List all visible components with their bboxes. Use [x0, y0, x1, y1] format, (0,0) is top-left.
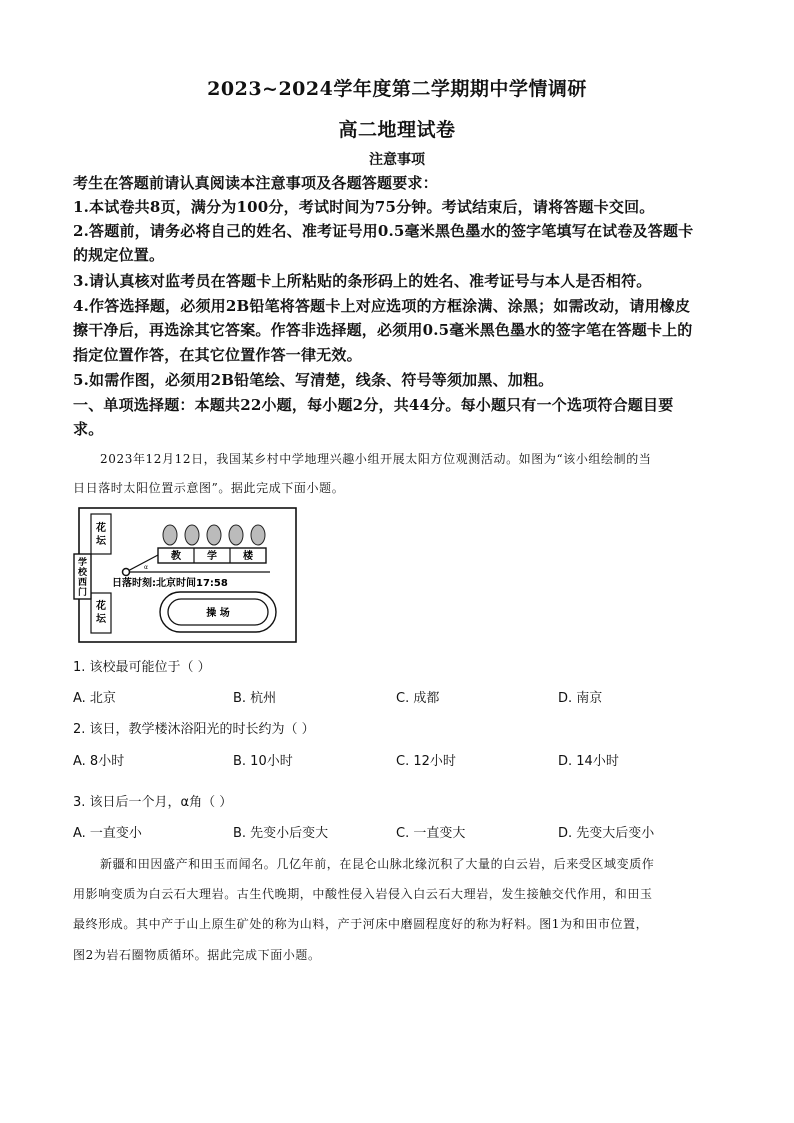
sun-ray	[126, 555, 158, 572]
section-heading: 一、单项选择题：本题共22小题，每小题2分，共44分。每小题只有一个选项符合题目要	[73, 396, 674, 414]
option-d[interactable]: D. 14小时	[558, 754, 619, 769]
notice-title: 注意事项	[369, 152, 425, 168]
building-char: 教	[171, 551, 181, 562]
option-d[interactable]: D. 先变大后变小	[558, 826, 655, 841]
instruction-line: 2.答题前，请务必将自己的姓名、准考证号用0.5毫米黑色墨水的签字笔填写在试卷及答题卡	[73, 222, 694, 240]
instructions-intro: 考生在答题前请认真阅读本注意事项及各题答题要求：	[73, 174, 438, 192]
playground-label: 操 场	[206, 608, 230, 619]
passage-line: 日日落时太阳位置示意图”。据此完成下面小题。	[73, 481, 345, 495]
flowerbed-top-label: 花坛	[96, 523, 106, 547]
tree-icon	[229, 525, 243, 545]
question-stem: 1. 该校最可能位于（ ）	[73, 660, 211, 675]
instruction-line: 1.本试卷共8页，满分为100分，考试时间为75分钟。考试结束后，请将答题卡交回。	[73, 198, 655, 216]
option-c[interactable]: C. 一直变大	[396, 826, 466, 841]
tree-icon	[185, 525, 199, 545]
question-stem: 3. 该日后一个月，α角（ ）	[73, 795, 233, 810]
instruction-line: 5.如需作图，必须用2B铅笔绘、写清楚，线条、符号等须加黑、加粗。	[73, 371, 554, 389]
tree-icon	[163, 525, 177, 545]
option-c[interactable]: C. 成都	[396, 691, 440, 706]
passage-line: 新疆和田因盛产和田玉而闻名。几亿年前，在昆仑山脉北缘沉积了大量的白云岩，后来受区域变质作	[100, 857, 655, 871]
flowerbed-bottom	[91, 593, 111, 633]
option-d[interactable]: D. 南京	[558, 691, 603, 706]
exam-title: 2023~2024学年度第二学期期中学情调研	[207, 78, 587, 100]
option-c[interactable]: C. 12小时	[396, 754, 456, 769]
instruction-line: 3.请认真核对监考员在答题卡上所粘贴的条形码上的姓名、准考证号与本人是否相符。	[73, 272, 652, 290]
question-stem: 2. 该日，教学楼沐浴阳光的时长约为（ ）	[73, 722, 315, 737]
flowerbed-bottom-label: 花坛	[96, 601, 106, 625]
sunset-time-label: 日落时刻:北京时间17:58	[112, 578, 228, 589]
option-a[interactable]: A. 一直变小	[73, 826, 142, 841]
passage-line: 图2为岩石圈物质循环。据此完成下面小题。	[73, 948, 321, 962]
passage-line: 用影响变质为白云石大理岩。古生代晚期，中酸性侵入岩侵入白云石大理岩，发生接触交代作用，和田玉	[73, 887, 653, 901]
instruction-line: 擦干净后，再选涂其它答案。作答非选择题，必须用0.5毫米黑色墨水的签字笔在答题卡上的	[73, 321, 693, 339]
instruction-line: 指定位置作答，在其它位置作答一律无效。	[73, 346, 362, 364]
section-heading-cont: 求。	[73, 420, 104, 438]
tree-row	[163, 525, 265, 545]
exam-subtitle: 高二地理试卷	[338, 119, 456, 141]
sunset-position-map	[70, 505, 300, 645]
passage-line: 2023年12月12日，我国某乡村中学地理兴趣小组开展太阳方位观测活动。如图为“该小组绘制的当	[100, 452, 652, 466]
option-b[interactable]: B. 先变小后变大	[233, 826, 329, 841]
flowerbed-top	[91, 514, 111, 554]
alpha-label: α	[144, 564, 148, 571]
sun-icon	[123, 569, 130, 576]
option-a[interactable]: A. 北京	[73, 691, 116, 706]
tree-icon	[251, 525, 265, 545]
option-b[interactable]: B. 杭州	[233, 691, 277, 706]
west-gate-label: 学校西门	[77, 558, 88, 598]
option-b[interactable]: B. 10小时	[233, 754, 293, 769]
instruction-line: 的规定位置。	[73, 246, 165, 264]
building-char: 楼	[243, 551, 253, 562]
option-a[interactable]: A. 8小时	[73, 754, 125, 769]
tree-icon	[207, 525, 221, 545]
instruction-line: 4.作答选择题，必须用2B铅笔将答题卡上对应选项的方框涂满、涂黑；如需改动，请用橡皮	[73, 297, 691, 315]
passage-line: 最终形成。其中产于山上原生矿处的称为山料，产于河床中磨圆程度好的称为籽料。图1为和田市位置，	[73, 917, 649, 931]
building-char: 学	[207, 551, 217, 562]
